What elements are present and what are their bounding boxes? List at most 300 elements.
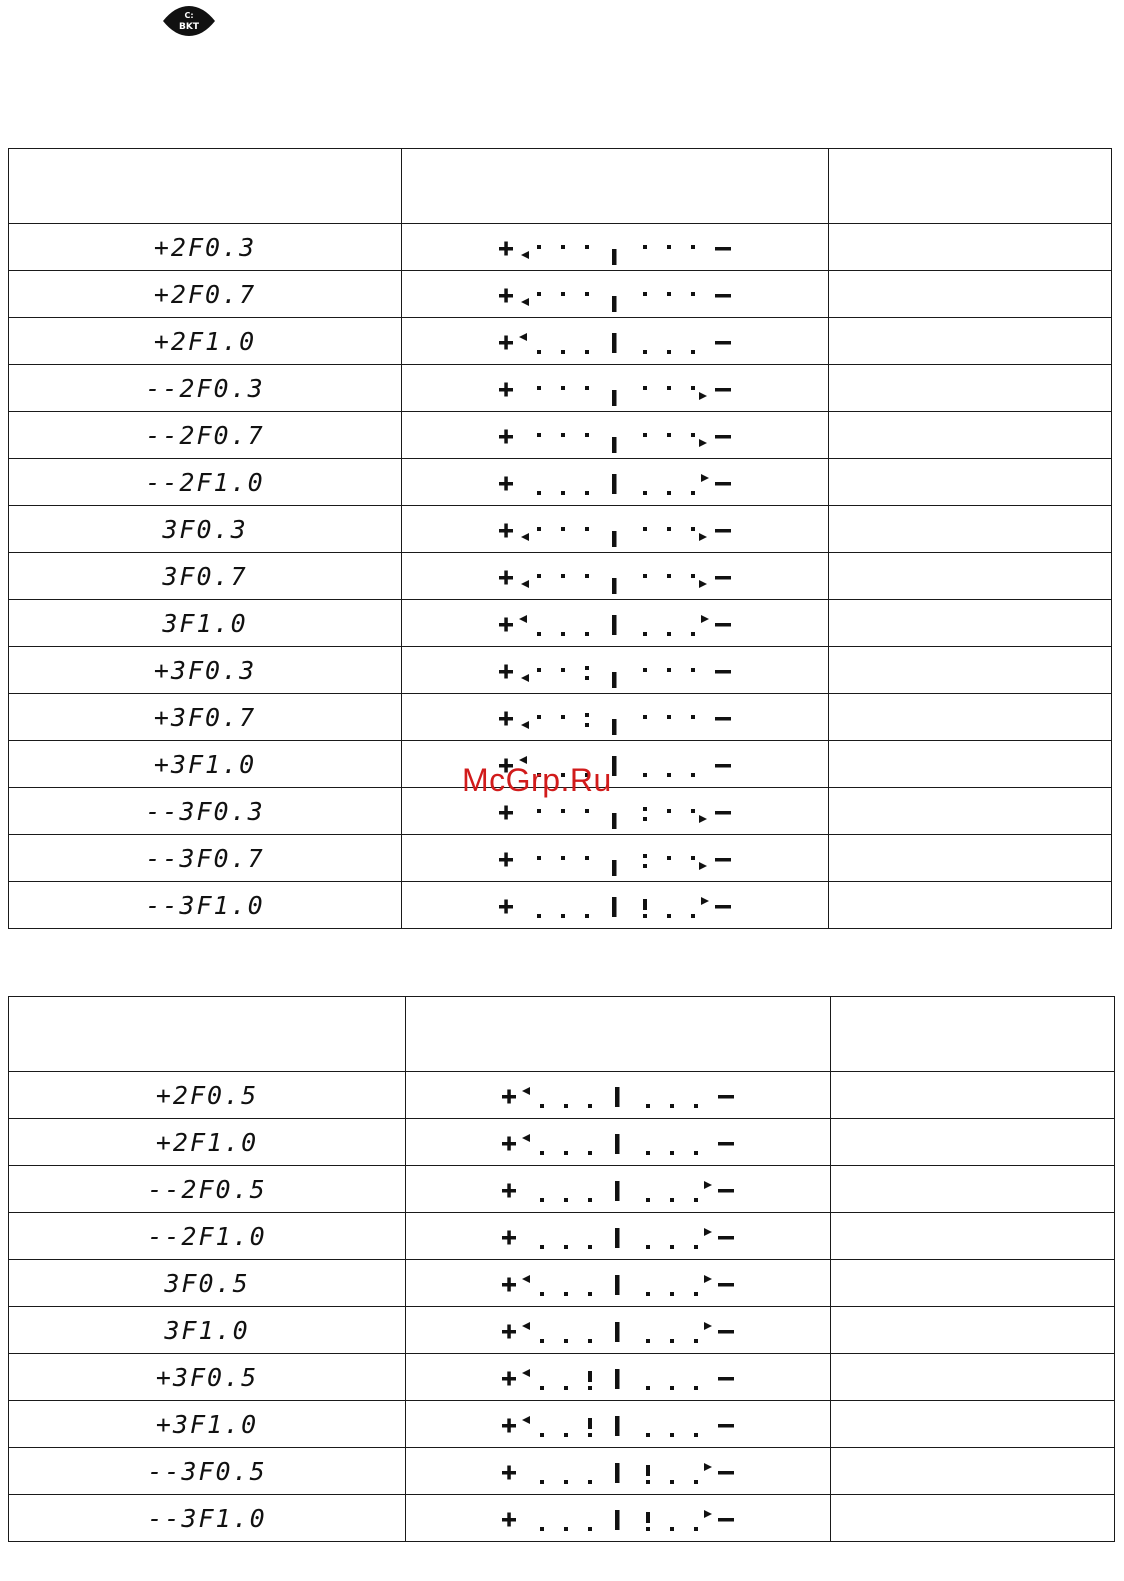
plus-icon — [504, 759, 508, 773]
right-arrow-icon — [704, 1463, 712, 1471]
description-cell — [829, 553, 1112, 600]
scale-dot — [670, 1527, 674, 1531]
exposure-indicator — [498, 1169, 738, 1209]
description-cell — [831, 1213, 1115, 1260]
scale-dot — [561, 386, 565, 390]
scale-dot — [643, 914, 647, 918]
scale-dot — [667, 574, 671, 578]
minus-icon — [715, 388, 731, 392]
scale-dot — [537, 914, 541, 918]
scale-dot — [561, 715, 565, 719]
scale-dot — [585, 574, 589, 578]
description-cell — [831, 1119, 1115, 1166]
scale-dot — [564, 1527, 568, 1531]
exposure-indicator — [495, 368, 735, 408]
exposure-indicator — [495, 650, 735, 690]
table-row — [9, 741, 1112, 788]
scale-dot — [588, 1198, 592, 1202]
table-row — [9, 1166, 1115, 1213]
scale-dot — [537, 350, 541, 354]
exposure-indicator — [495, 462, 735, 502]
minus-icon — [715, 717, 731, 721]
table-row — [9, 647, 1112, 694]
left-arrow-icon — [519, 756, 527, 764]
scale-excl — [588, 1371, 592, 1382]
scale-dot — [667, 809, 671, 813]
scale-dot — [667, 491, 671, 495]
table-row — [9, 1119, 1115, 1166]
scale-dot — [643, 864, 647, 868]
scale-dot — [643, 773, 647, 777]
center-mark — [615, 1087, 620, 1107]
left-arrow-icon — [522, 1087, 530, 1095]
bracketing-table-1 — [8, 148, 1112, 929]
plus-icon — [507, 1466, 511, 1480]
scale-dot — [537, 809, 541, 813]
scale-dot — [643, 817, 647, 821]
indicator-cell — [402, 553, 829, 600]
scale-dot — [667, 386, 671, 390]
scale-dot — [540, 1480, 544, 1484]
table-row — [9, 553, 1112, 600]
right-arrow-icon — [704, 1322, 712, 1330]
plus-icon — [504, 806, 508, 820]
exposure-indicator — [495, 603, 735, 643]
scale-dot — [670, 1386, 674, 1390]
minus-icon — [718, 1518, 734, 1522]
scale-dot — [667, 668, 671, 672]
scale-dot — [667, 632, 671, 636]
description-cell — [829, 271, 1112, 318]
right-arrow-icon — [699, 533, 707, 541]
scale-dot — [646, 1198, 650, 1202]
scale-dot — [667, 914, 671, 918]
plus-icon — [504, 383, 508, 397]
table-row — [9, 1495, 1115, 1542]
scale-dot — [561, 914, 565, 918]
scale-dot — [561, 773, 565, 777]
scale-dot — [646, 1104, 650, 1108]
table-row — [9, 600, 1112, 647]
scale-dot — [561, 491, 565, 495]
scale-dot — [561, 574, 565, 578]
scale-dot — [670, 1433, 674, 1437]
right-arrow-icon — [699, 439, 707, 447]
center-mark — [612, 578, 617, 594]
indicator-cell — [406, 1401, 831, 1448]
scale-dot — [537, 668, 541, 672]
right-arrow-icon — [699, 392, 707, 400]
left-arrow-icon — [521, 580, 529, 588]
plus-icon — [504, 430, 508, 444]
right-arrow-icon — [699, 580, 707, 588]
scale-dot — [588, 1480, 592, 1484]
scale-dot — [561, 809, 565, 813]
scale-dot — [646, 1339, 650, 1343]
description-cell — [831, 1072, 1115, 1119]
center-mark — [612, 531, 617, 547]
scale-dot — [643, 527, 647, 531]
plus-icon — [504, 900, 508, 914]
scale-dot — [646, 1527, 650, 1531]
description-cell — [829, 600, 1112, 647]
exposure-indicator — [498, 1122, 738, 1162]
bracket-setting-code: 3F0.3 — [9, 506, 402, 553]
plus-icon — [507, 1419, 511, 1433]
scale-dot — [537, 292, 541, 296]
bracket-setting-code: +2F1.0 — [9, 318, 402, 365]
scale-dot — [691, 245, 695, 249]
center-mark — [612, 474, 617, 494]
header-cell — [406, 997, 831, 1072]
scale-dot — [585, 723, 589, 727]
scale-dot — [564, 1339, 568, 1343]
bracket-setting-code: --3F0.3 — [9, 788, 402, 835]
plus-icon — [504, 242, 508, 256]
exposure-indicator — [495, 838, 735, 878]
right-arrow-icon — [699, 862, 707, 870]
description-cell — [831, 1495, 1115, 1542]
scale-dot — [691, 668, 695, 672]
indicator-cell — [402, 224, 829, 271]
scale-dot — [564, 1104, 568, 1108]
scale-dot — [670, 1198, 674, 1202]
scale-dot — [667, 773, 671, 777]
center-mark — [615, 1134, 620, 1154]
exposure-indicator — [495, 744, 735, 784]
center-mark — [612, 296, 617, 312]
scale-dot — [561, 350, 565, 354]
bracket-setting-code: --3F1.0 — [9, 882, 402, 929]
scale-dot — [691, 632, 695, 636]
scale-dot — [691, 715, 695, 719]
bracket-setting-code: 3F0.7 — [9, 553, 402, 600]
scale-dot — [694, 1339, 698, 1343]
bracket-setting-code: +3F1.0 — [9, 1401, 406, 1448]
indicator-cell — [402, 365, 829, 412]
minus-icon — [715, 670, 731, 674]
plus-icon — [507, 1090, 511, 1104]
scale-dot — [561, 527, 565, 531]
bracket-setting-code: +3F0.5 — [9, 1354, 406, 1401]
bracket-setting-code: --3F1.0 — [9, 1495, 406, 1542]
plus-icon — [504, 853, 508, 867]
plus-icon — [504, 524, 508, 538]
plus-icon — [504, 477, 508, 491]
table-row — [9, 1354, 1115, 1401]
table-row — [9, 224, 1112, 271]
table-row — [9, 365, 1112, 412]
left-arrow-icon — [521, 721, 529, 729]
right-arrow-icon — [701, 474, 709, 482]
exposure-indicator — [498, 1216, 738, 1256]
minus-icon — [718, 1471, 734, 1475]
scale-dot — [540, 1339, 544, 1343]
scale-dot — [585, 350, 589, 354]
scale-dot — [585, 292, 589, 296]
scale-dot — [694, 1433, 698, 1437]
plus-icon — [504, 618, 508, 632]
bracket-setting-code: +3F0.7 — [9, 694, 402, 741]
indicator-cell — [406, 1448, 831, 1495]
center-mark — [615, 1228, 620, 1248]
bracket-setting-code: --3F0.5 — [9, 1448, 406, 1495]
center-mark — [612, 333, 617, 353]
center-mark — [615, 1416, 620, 1436]
table-row — [9, 506, 1112, 553]
table-row — [9, 1260, 1115, 1307]
description-cell — [829, 224, 1112, 271]
minus-icon — [715, 435, 731, 439]
scale-excl — [643, 899, 647, 910]
exposure-indicator — [498, 1498, 738, 1538]
scale-dot — [670, 1480, 674, 1484]
indicator-cell — [402, 600, 829, 647]
scale-dot — [667, 715, 671, 719]
scale-dot — [585, 856, 589, 860]
indicator-cell — [402, 412, 829, 459]
table-row — [9, 694, 1112, 741]
table-row — [9, 1401, 1115, 1448]
scale-dot — [537, 527, 541, 531]
description-cell — [831, 1448, 1115, 1495]
left-arrow-icon — [521, 298, 529, 306]
indicator-cell — [402, 882, 829, 929]
scale-dot — [667, 245, 671, 249]
description-cell — [831, 1260, 1115, 1307]
right-arrow-icon — [704, 1510, 712, 1518]
scale-dot — [670, 1339, 674, 1343]
right-arrow-icon — [704, 1228, 712, 1236]
scale-dot — [691, 574, 695, 578]
minus-icon — [715, 529, 731, 533]
scale-dot — [646, 1386, 650, 1390]
right-arrow-icon — [701, 615, 709, 623]
left-arrow-icon — [522, 1322, 530, 1330]
header-cell — [829, 149, 1112, 224]
indicator-cell — [402, 694, 829, 741]
scale-excl — [646, 1465, 650, 1476]
scale-dot — [694, 1480, 698, 1484]
center-mark — [615, 1322, 620, 1342]
scale-dot — [646, 1151, 650, 1155]
scale-dot — [564, 1245, 568, 1249]
scale-dot — [643, 491, 647, 495]
scale-dot — [670, 1245, 674, 1249]
scale-dot — [537, 715, 541, 719]
scale-dot — [670, 1104, 674, 1108]
center-mark — [612, 615, 617, 635]
bracket-setting-code: --3F0.7 — [9, 835, 402, 882]
description-cell — [831, 1401, 1115, 1448]
scale-dot — [643, 386, 647, 390]
scale-dot — [585, 527, 589, 531]
bracket-setting-code: +2F1.0 — [9, 1119, 406, 1166]
bracketing-button-icon — [161, 4, 217, 38]
scale-dot — [585, 773, 589, 777]
scale-dot — [694, 1104, 698, 1108]
exposure-indicator — [498, 1404, 738, 1444]
scale-dot — [643, 668, 647, 672]
scale-dot — [561, 245, 565, 249]
scale-dot — [564, 1480, 568, 1484]
scale-dot — [670, 1151, 674, 1155]
scale-dot — [588, 1292, 592, 1296]
description-cell — [829, 882, 1112, 929]
plus-icon — [507, 1325, 511, 1339]
scale-dot — [540, 1198, 544, 1202]
center-mark — [612, 249, 617, 265]
scale-dot — [537, 856, 541, 860]
scale-dot — [585, 433, 589, 437]
exposure-indicator — [498, 1357, 738, 1397]
plus-icon — [504, 571, 508, 585]
scale-dot — [694, 1198, 698, 1202]
exposure-indicator — [495, 556, 735, 596]
center-mark — [612, 860, 617, 876]
description-cell — [829, 459, 1112, 506]
scale-dot — [561, 856, 565, 860]
table-row — [9, 788, 1112, 835]
scale-dot — [561, 433, 565, 437]
scale-dot — [585, 386, 589, 390]
exposure-indicator — [498, 1263, 738, 1303]
bracket-setting-code: --2F0.3 — [9, 365, 402, 412]
left-arrow-icon — [522, 1275, 530, 1283]
exposure-indicator — [495, 509, 735, 549]
indicator-cell — [406, 1260, 831, 1307]
scale-dot — [667, 350, 671, 354]
scale-dot — [691, 491, 695, 495]
indicator-cell — [402, 506, 829, 553]
indicator-cell — [402, 788, 829, 835]
indicator-cell — [402, 318, 829, 365]
table-row — [9, 1307, 1115, 1354]
right-arrow-icon — [701, 897, 709, 905]
scale-dot — [588, 1245, 592, 1249]
scale-dot — [561, 292, 565, 296]
scale-dot — [564, 1151, 568, 1155]
header-cell — [402, 149, 829, 224]
description-cell — [829, 694, 1112, 741]
minus-icon — [718, 1189, 734, 1193]
scale-dot — [691, 292, 695, 296]
minus-icon — [715, 811, 731, 815]
scale-dot — [643, 574, 647, 578]
scale-dot — [667, 433, 671, 437]
scale-dot — [537, 386, 541, 390]
bracketing-table-2 — [8, 996, 1115, 1542]
right-arrow-icon — [704, 1181, 712, 1189]
scale-dot — [585, 245, 589, 249]
scale-dot — [540, 1386, 544, 1390]
scale-dot — [588, 1433, 592, 1437]
scale-dot — [646, 1433, 650, 1437]
bracket-setting-code: 3F0.5 — [9, 1260, 406, 1307]
scale-dot — [694, 1151, 698, 1155]
scale-dot — [691, 386, 695, 390]
minus-icon — [718, 1330, 734, 1334]
left-arrow-icon — [521, 251, 529, 259]
left-arrow-icon — [522, 1416, 530, 1424]
plus-icon — [504, 712, 508, 726]
center-mark — [612, 897, 617, 917]
scale-dot — [588, 1339, 592, 1343]
scale-dot — [537, 773, 541, 777]
minus-icon — [715, 623, 731, 627]
bracket-setting-code: +2F0.7 — [9, 271, 402, 318]
scale-dot — [691, 914, 695, 918]
scale-dot — [646, 1245, 650, 1249]
scale-dot — [588, 1104, 592, 1108]
scale-dot — [643, 854, 647, 858]
left-arrow-icon — [521, 533, 529, 541]
minus-icon — [718, 1095, 734, 1099]
scale-dot — [667, 856, 671, 860]
table-row — [9, 271, 1112, 318]
exposure-indicator — [495, 697, 735, 737]
bracket-setting-code: 3F1.0 — [9, 1307, 406, 1354]
minus-icon — [715, 294, 731, 298]
minus-icon — [718, 1377, 734, 1381]
center-mark — [615, 1181, 620, 1201]
scale-dot — [540, 1292, 544, 1296]
indicator-cell — [402, 459, 829, 506]
exposure-indicator — [495, 274, 735, 314]
left-arrow-icon — [522, 1369, 530, 1377]
indicator-cell — [406, 1354, 831, 1401]
left-arrow-icon — [521, 674, 529, 682]
scale-dot — [643, 433, 647, 437]
exposure-indicator — [498, 1075, 738, 1115]
table-row — [9, 412, 1112, 459]
minus-icon — [715, 858, 731, 862]
indicator-cell — [402, 647, 829, 694]
scale-dot — [537, 491, 541, 495]
right-arrow-icon — [704, 1275, 712, 1283]
scale-dot — [585, 676, 589, 680]
scale-dot — [691, 809, 695, 813]
scale-dot — [667, 527, 671, 531]
scale-dot — [537, 433, 541, 437]
table-row — [9, 1072, 1115, 1119]
description-cell — [829, 412, 1112, 459]
scale-dot — [694, 1292, 698, 1296]
scale-dot — [561, 632, 565, 636]
exposure-indicator — [495, 415, 735, 455]
plus-icon — [507, 1278, 511, 1292]
bracket-setting-code: +2F0.5 — [9, 1072, 406, 1119]
center-mark — [612, 437, 617, 453]
scale-dot — [691, 773, 695, 777]
scale-dot — [564, 1292, 568, 1296]
scale-dot — [564, 1433, 568, 1437]
scale-dot — [585, 713, 589, 717]
scale-dot — [540, 1433, 544, 1437]
description-cell — [829, 506, 1112, 553]
left-arrow-icon — [522, 1134, 530, 1142]
bracket-setting-code: +2F0.3 — [9, 224, 402, 271]
bracketing-button-label: BKT — [179, 22, 199, 32]
scale-dot — [694, 1245, 698, 1249]
left-arrow-icon — [519, 333, 527, 341]
table-row — [9, 835, 1112, 882]
scale-dot — [646, 1480, 650, 1484]
plus-icon — [507, 1231, 511, 1245]
center-mark — [612, 390, 617, 406]
scale-dot — [643, 350, 647, 354]
watermark: McGrp.Ru — [462, 762, 612, 798]
